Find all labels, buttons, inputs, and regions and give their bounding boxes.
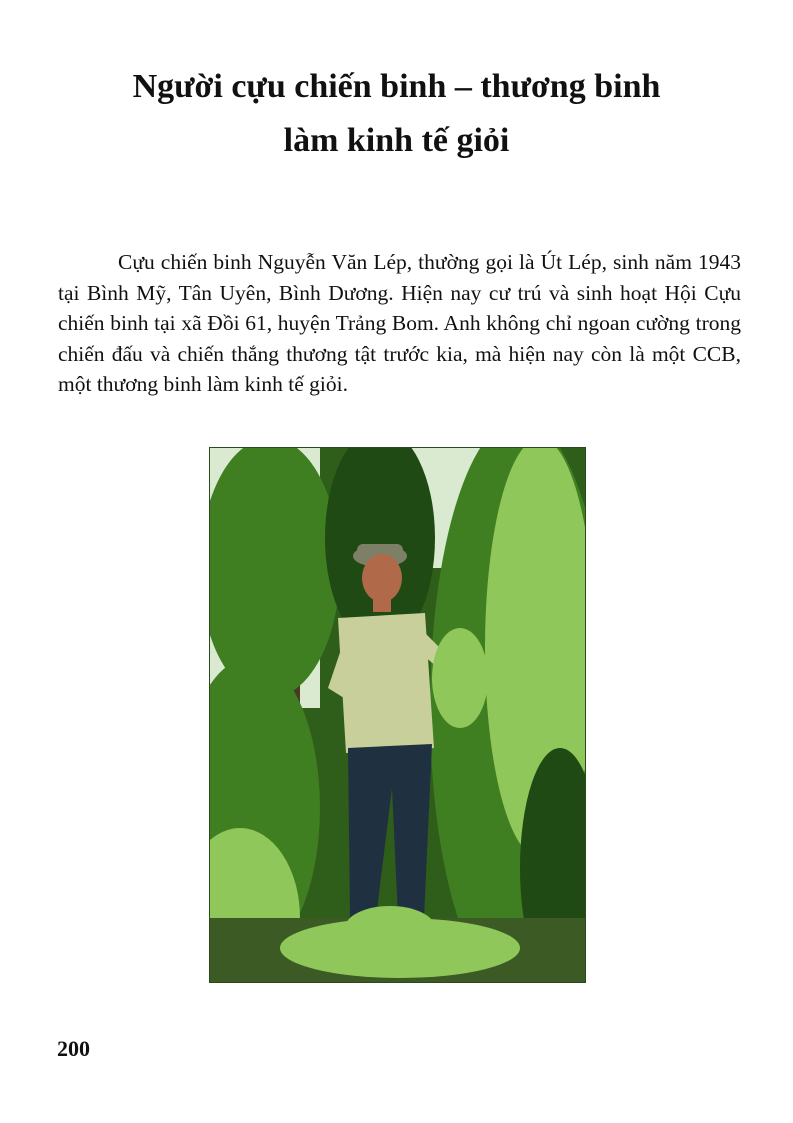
page-number: 200: [57, 1036, 90, 1061]
face: [362, 554, 402, 602]
pepper-vine-front: [432, 628, 488, 728]
neck: [373, 598, 391, 612]
title-line-1: Người cựu chiến binh – thương binh: [132, 68, 661, 105]
foreground-leaves: [345, 906, 435, 950]
photo-illustration: [210, 448, 585, 982]
page-title: [0, 60, 793, 168]
body-paragraph: [58, 247, 741, 400]
body-paragraph-text: Cựu chiến binh Nguyễn Văn Lép, thường gọi là Út Lép, sinh năm 1943 tại Bình Mỹ, Tân Uyên, Bình Dương. Hiện nay cư trú và sinh hoạt Hội Cựu chiến binh tại xã Đồi 61, huyện Trảng Bom. Anh không chỉ ngoan cường trong chiến đấu và chiến thắng thương tật trước kia, mà hiện nay còn là một CCB, một thương binh làm kinh tế giỏi.: [58, 250, 741, 397]
title-line-2: làm kinh tế giỏi: [283, 122, 510, 159]
photo-veteran-pepper-garden: [209, 447, 586, 983]
